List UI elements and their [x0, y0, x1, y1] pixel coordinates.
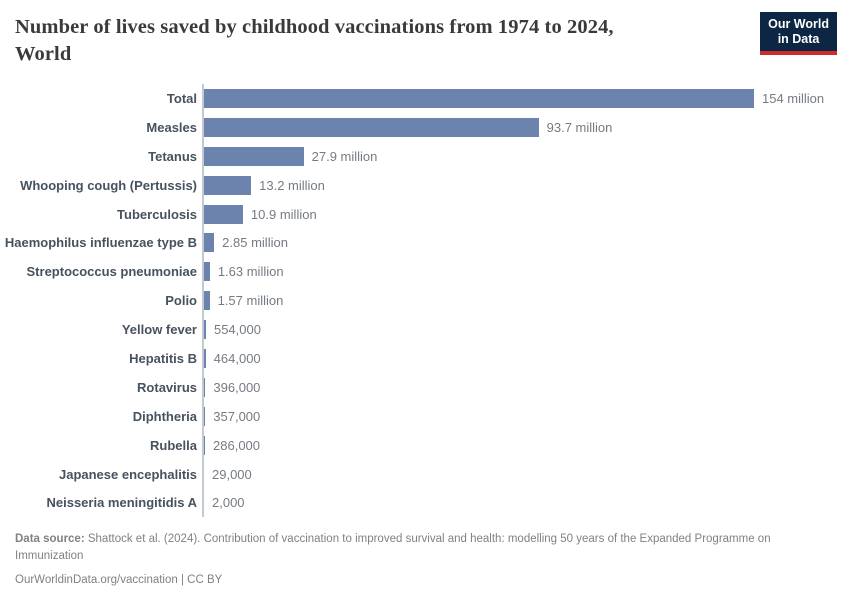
bar-zone [204, 291, 850, 310]
bar[interactable] [204, 205, 243, 224]
chart-row [0, 113, 850, 142]
bar-zone [204, 176, 850, 195]
value-label: 357,000 [213, 408, 261, 424]
chart-row [0, 488, 850, 517]
page-title [15, 14, 755, 67]
bar-zone [204, 320, 850, 339]
bar-zone [204, 89, 850, 108]
chart-row [0, 84, 850, 113]
value-label: 286,000 [213, 437, 261, 453]
bar-zone [204, 233, 850, 252]
category-label: Japanese encephalitis [58, 466, 197, 482]
value-label: 2,000 [212, 495, 245, 511]
chart-footer [15, 531, 785, 589]
category-label: Tuberculosis [117, 206, 197, 222]
chart-row [0, 315, 850, 344]
value-label: 1.63 million [217, 264, 284, 280]
bar[interactable] [204, 262, 210, 281]
bar[interactable] [204, 147, 304, 166]
value-label: 10.9 million [250, 206, 317, 222]
chart-row [0, 431, 850, 460]
chart-row [0, 228, 850, 257]
bar[interactable] [204, 176, 251, 195]
chart-row [0, 402, 850, 431]
bar[interactable] [204, 407, 205, 426]
bar-zone [204, 378, 850, 397]
chart-row [0, 200, 850, 229]
owid-logo-line1: Our World [768, 17, 829, 31]
data-source-label: Data source: [15, 533, 85, 545]
chart-row [0, 344, 850, 373]
chart-row [0, 142, 850, 171]
category-label: Hepatitis B [129, 350, 197, 366]
value-label: 29,000 [212, 466, 252, 482]
bar-zone [204, 349, 850, 368]
chart-row [0, 286, 850, 315]
value-label: 396,000 [213, 379, 261, 395]
category-label: Whooping cough (Pertussis) [20, 177, 197, 193]
value-label: 2.85 million [222, 235, 288, 251]
owid-logo [760, 12, 837, 55]
bar[interactable] [204, 320, 206, 339]
value-label: 93.7 million [546, 119, 613, 135]
owid-logo-line2: in Data [777, 32, 820, 46]
category-label: Polio [165, 293, 197, 309]
page-title-line2: World [15, 42, 72, 65]
citation-line: OurWorldinData.org/vaccination | CC BY [15, 573, 223, 586]
bar[interactable] [204, 233, 214, 252]
bar[interactable] [204, 89, 754, 108]
category-label: Rotavirus [137, 379, 197, 395]
bar[interactable] [204, 436, 205, 455]
category-label: Neisseria meningitidis A [46, 495, 197, 511]
bar-zone [204, 407, 850, 426]
bar[interactable] [204, 378, 205, 397]
bar-zone [204, 262, 850, 281]
value-label: 554,000 [213, 322, 261, 338]
bar[interactable] [204, 118, 539, 137]
value-label: 1.57 million [217, 293, 284, 309]
chart-rows [0, 84, 850, 517]
data-source-note [15, 531, 785, 566]
bar-zone [204, 118, 850, 137]
category-label: Yellow fever [121, 322, 197, 338]
bar-chart [0, 84, 850, 518]
value-label: 13.2 million [259, 177, 325, 193]
value-label: 154 million [762, 90, 825, 106]
category-label: Diphtheria [132, 408, 197, 424]
category-label: Measles [146, 119, 197, 135]
category-label: Total [166, 90, 197, 106]
category-label: Rubella [150, 437, 197, 453]
category-label: Haemophilus influenzae type B [4, 235, 197, 251]
category-label: Streptococcus pneumoniae [26, 264, 197, 280]
bar-zone [204, 147, 850, 166]
chart-row [0, 171, 850, 200]
bar[interactable] [204, 291, 210, 310]
bar-zone [204, 436, 850, 455]
bar-zone [204, 465, 850, 484]
chart-row [0, 460, 850, 489]
value-label: 464,000 [213, 350, 261, 366]
category-label: Tetanus [148, 148, 197, 164]
page-title-line1: Number of lives saved by childhood vaccinations from 1974 to 2024, [15, 16, 614, 38]
data-source-text: Shattock et al. (2024). Contribution of vaccination to improved survival and health: modelling 50 years of the Expanded Programme on Immunization [15, 533, 771, 563]
bar-zone [204, 205, 850, 224]
value-label: 27.9 million [311, 148, 378, 164]
bar[interactable] [204, 349, 206, 368]
chart-row [0, 257, 850, 286]
chart-row [0, 373, 850, 402]
bar-zone [204, 493, 850, 512]
